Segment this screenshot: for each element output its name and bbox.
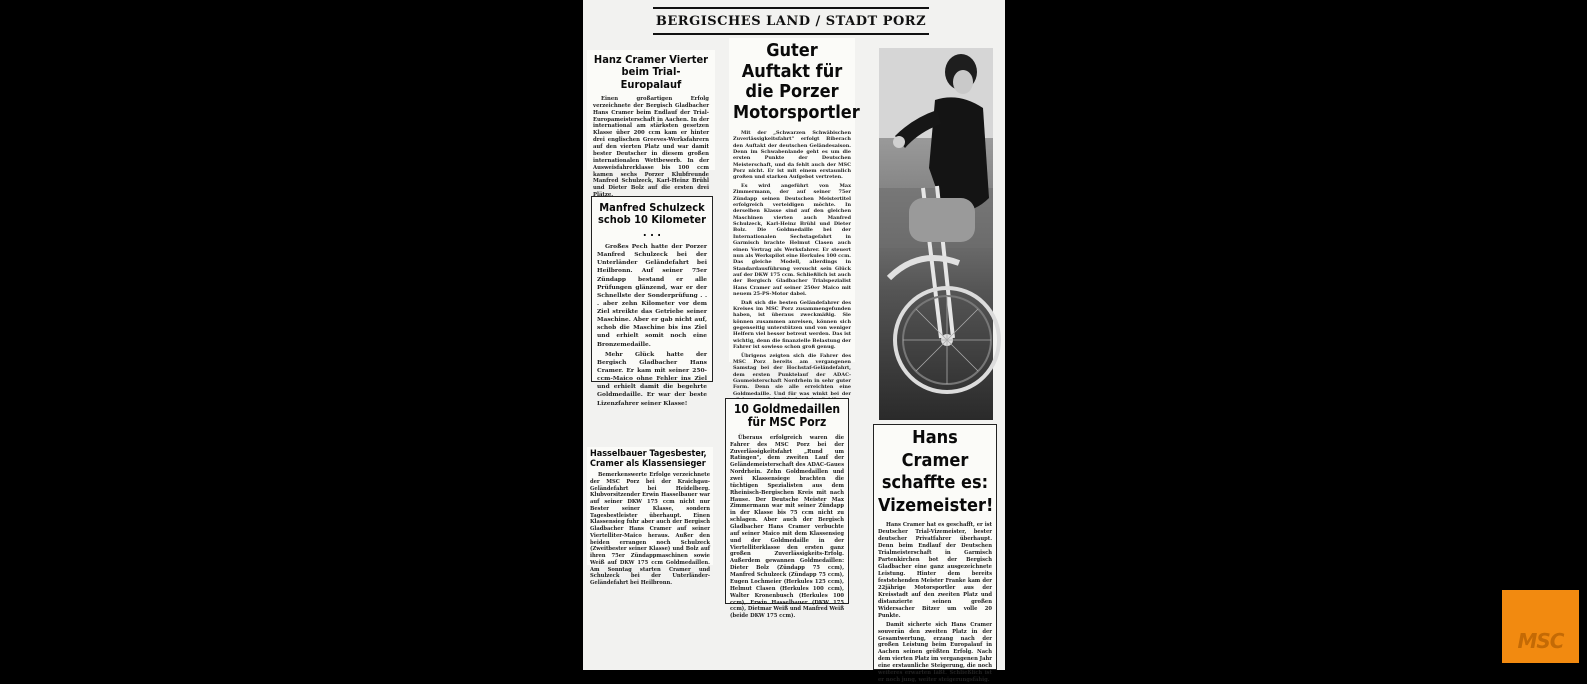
article-vizemeister-body <box>878 522 992 684</box>
article-vizemeister-headline: Hans Cramer schaffte es: Vizemeister! <box>878 427 994 516</box>
newspaper-clipping-page <box>583 0 1005 684</box>
article-goldmedaillen <box>725 398 849 620</box>
article-schulzeck-headline: Manfred Schulzeck schob 10 Kilometer . . . <box>598 201 706 239</box>
article-hasselbauer-body <box>590 472 710 587</box>
article-auftakt-headline: Guter Auftakt für die Porzer Motorsportler <box>733 40 860 124</box>
article-goldmedaillen-paragraph: Überaus erfolgreich waren die Fahrer des MSC Porz bei der Zuverlässigkeitsfahrt „Rund um Ratingen", dem zweiten Lauf der Geländemeisterschaft des ADAC-Gaues Nordrhein. Zehn Goldmedaillen und zwei Klassensiege brachten die tüchtigen Spezialisten aus dem Rheinisch-Bergischen Kreis mit nach Hause. Der Deutsche Meister Max Zimmermann war mit seiner Zündapp in der Klasse bis 75 ccm nicht zu schlagen. Aber auch der Bergisch Gladbacher Hans Cramer verbuchte auf seiner Maico mit dem Klassensieg und der Goldmedaille in der Viertelliterklasse den ersten ganz großen Zuverlässigkeits-Erfolg. Außerdem gewannen Goldmedaillen: Dieter Bolz (Zündapp 75 ccm), Manfred Schulzeck (Zündapp 75 ccm), Eugen Lochmeier (Herkules 125 ccm), Helmut Clasen (Herkules 100 ccm), Walter Kronenbusch (Herkules 100 ccm), Erwin Hasselbauer (DKW 175 ccm), Dietmar Weiß und Manfred Weiß (beide DKW 175 ccm). <box>730 434 845 620</box>
article-trial <box>587 50 715 192</box>
article-goldmedaillen-headline: 10 Goldmedaillen für MSC Porz <box>733 402 841 430</box>
article-auftakt <box>729 38 860 397</box>
article-auftakt-body <box>733 130 851 404</box>
article-vizemeister-paragraph-2: Damit sicherte sich Hans Cramer souverän den zweiten Platz in der Gesamtwertung, erzang nach der großen Leistung beim Europalauf in Aachen seinen größten Erfolg. Nach dem vierten Platz im vergangenen Jahr eine erstaunliche Steigerung, die noch weiteres erwarten läßt. Schließlich ist er noch jung, weiter steigerungsfähig. <box>878 621 992 684</box>
msc-logo-text: MSC <box>1517 629 1564 653</box>
article-goldmedaillen-body <box>730 435 844 620</box>
article-trial-body <box>593 96 709 199</box>
article-schulzeck <box>591 196 713 407</box>
article-vizemeister <box>873 424 997 684</box>
page-header: BERGISCHES LAND / STADT PORZ <box>653 7 929 35</box>
article-hasselbauer-paragraph: Bemerkenswerte Erfolge verzeichnete der MSC Porz bei der Kraichgau-Geländefahrt bei Heidelberg. Klubvorsitzender Erwin Hasselbauer war auf seiner DKW 175 ccm nicht nur Bester seiner Klasse, sondern Tagesbestleister überhaupt. Einen Klassensieg fuhr aber auch der Bergisch Gladbacher Hans Cramer auf seiner Viertelliter-Maico heraus. Außer den beiden errangen noch Schulzeck (Zweitbester seiner Klasse) und Bolz auf ihren 75er Zündappmaschinen sowie Weiß auf DKW 175 ccm Goldmedaillen. Am Sonntag starten Cramer und Schulzeck bei der Unterländer-Geländefahrt bei Heilbronn. <box>590 472 710 587</box>
article-hasselbauer-headline: Hasselbauer Tagesbester, Cramer als Klassensieger <box>590 449 707 470</box>
article-schulzeck-body <box>597 243 707 408</box>
article-auftakt-paragraph-2: Es wird angeführt von Max Zimmermann, der auf seiner 75er Zündapp seinen Deutschen Meistertitel erfolgreich verteidigen möchte. In derselben Klasse sind auf den gleichen Maschinen vierten auch Manfred Schulzeck, Karl-Heinz Brühl und Dieter Bolz. Die Goldmedaille bei der Internationalen Sechstagefahrt in Garmisch brachte Helmut Clasen auch einen Vertrag als Werksfahrer. Er steuert nun als Werkspilot eine Herkules 100 ccm. Das gleiche Modell, allerdings in Standardausführung versucht sein Glück auf der DKW 175 ccm. Schließlich ist auch der Bergisch Gladbacher Trialspezialist Hans Cramer auf seiner 250er Maico mit neuem 25-PS-Motor dabei. <box>733 182 851 298</box>
article-auftakt-paragraph-4: Übrigens zeigten sich die Fahrer des MSC Porz bereits am vergangenen Samstag bei der Hochstaf-Geländefahrt, dem ersten Punktelauf der ADAC-Gaumeisterschaft Nordrhein in sehr guter Form. Denn sie alle erreichten eine Goldmedaille. Und für was winkt bei der <box>733 352 851 397</box>
article-hasselbauer <box>587 447 713 587</box>
article-schulzeck-paragraph-1: Großes Pech hatte der Porzer Manfred Schulzeck bei der Unterländer Geländefahrt bei Heilbronn. Auf seiner 75er Zündapp bestand er alle Prüfungen glänzend, war er der Schnellste der Sonderprüfung . . . aber zehn Kilometer vor dem Ziel streikte das Getriebe seiner Maschine. Aber er gab nicht auf, schob die Maschine bis ins Ziel und erhielt somit noch eine Bronzemedaille. <box>597 242 707 348</box>
article-trial-headline: Hanz Cramer Vierter beim Trial-Europalauf <box>593 53 709 91</box>
article-auftakt-paragraph-3: Daß sich die besten Geländefahrer des Kreises im MSC Porz zusammengefunden haben, ist überaus zweckmäßig. Sie können zusammen anreisen, können sich gegenseitig unterstützen und von weniger Helfern viel besser betreut werden. Das ist wichtig, denn die finanzielle Belastung der Fahrer ist sowieso schon groß genug. <box>733 299 851 351</box>
article-trial-paragraph: Einen großartigen Erfolg verzeichnete der Bergisch Gladbacher Hans Cramer beim Endlauf der Trial-Europameisterschaft in Aachen. In der international am stärksten gesetzen Klasse über 200 ccm kam er hinter drei englischen Greeves-Werksfahrern auf den vierten Platz und war damit bester Deutscher in diesem großen internationalen Wettbewerb. In der Ausweisfahrerklasse bis 100 ccm kamen sechs Porzer Klubfreunde Manfred Schulzeck, Karl-Heinz Brühl und Dieter Bolz auf die ersten drei <box>593 95 709 192</box>
article-vizemeister-paragraph-1: Hans Cramer hat es geschafft, er ist Deutscher Trial-Vizemeister, bester deutscher Privatfahrer überhaupt. Denn beim Endlauf der Deutschen Trialmeisterschaft in Garmisch Partenkirchen bot der Bergisch Gladbacher eine ganz ausgezeichnete Leistung. Hinter dem bereits feststehenden Meister Franke kam der 22jährige Motorsportler aus der Kreisstadt auf den zweiten Platz und distanzierte seinen großen Widersacher Bitzer um volle 20 Punkte. <box>878 522 992 619</box>
article-schulzeck-paragraph-2: Mehr Glück hatte der Bergisch Gladbacher Hans Cramer. Er kam mit seiner 250-ccm-Maico ohne Fehler ins Ziel und erhielt damit die begehrte Goldmedaille. Er war der beste Lizenzfahrer seiner Klasse! <box>597 350 707 407</box>
motorcyclist-photo-image <box>879 48 993 420</box>
msc-logo <box>1502 590 1579 663</box>
article-auftakt-paragraph-1: Mit der „Schwarzen Schwäbischen Zuverlässigkeitsfahrt" erfolgt Biberach den Auftakt der deutschen Geländesaison. Denn im Schwabenlande geht es um die ersten Punkte der Deutschen Meisterschaft, und da fehlt auch der MSC Porz nicht. Er ist mit einem erstaunlich großen und starken Aufgebot vertreten. <box>733 129 851 181</box>
motorcyclist-photo <box>879 48 993 420</box>
